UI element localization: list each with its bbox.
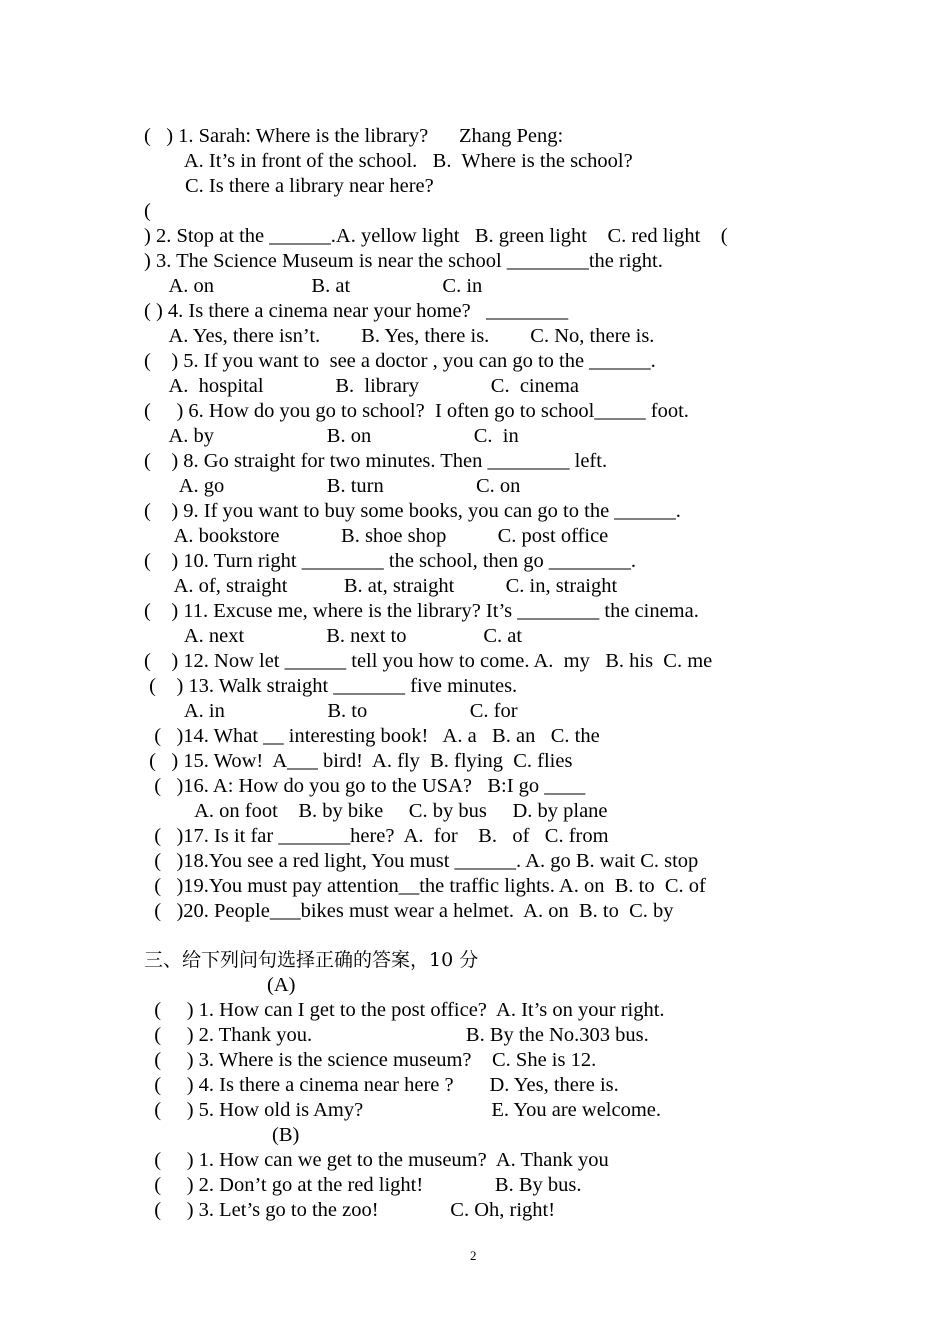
question-line: ( )16. A: How do you go to the USA? B:I go ____ — [144, 775, 586, 797]
matching-line: ( ) 5. How old is Amy? E. You are welcome. — [144, 1099, 662, 1121]
matching-line: ( ) 2. Thank you. B. By the No.303 bus. — [144, 1024, 649, 1046]
matching-line: ( ) 3. Where is the science museum? C. She is 12. — [144, 1049, 597, 1071]
question-line: ( )18.You see a red light, You must ______. A. go B. wait C. stop — [144, 850, 699, 872]
part-a-label: (A) — [267, 974, 296, 996]
question-line: A. on B. at C. in — [144, 275, 483, 297]
section-heading: 三、给下列问句选择正确的答案，10 分 — [144, 949, 479, 971]
question-line: A. next B. next to C. at — [144, 625, 523, 647]
question-line: ( ) 10. Turn right ________ the school, then go ________. — [144, 550, 636, 572]
question-line: A. on foot B. by bike C. by bus D. by plane — [144, 800, 608, 822]
question-line: A. go B. turn C. on — [144, 475, 521, 497]
question-line: A. in B. to C. for — [144, 700, 518, 722]
question-line: A. hospital B. library C. cinema — [144, 375, 580, 397]
question-line: ( )19.You must pay attention__the traffic lights. A. on B. to C. of — [144, 875, 706, 897]
matching-line: ( ) 4. Is there a cinema near here ? D. Yes, there is. — [144, 1074, 619, 1096]
question-line: A. by B. on C. in — [144, 425, 519, 447]
question-line: ( ) 6. How do you go to school? I often go to school_____ foot. — [144, 400, 689, 422]
question-line: A. It’s in front of the school. B. Where is the school? — [144, 150, 633, 172]
question-line: ( ) 12. Now let ______ tell you how to come. A. my B. his C. me — [144, 650, 713, 672]
question-line: ( )20. People___bikes must wear a helmet. A. on B. to C. by — [144, 900, 674, 922]
question-line: ( ) 5. If you want to see a doctor , you can go to the ______. — [144, 350, 656, 372]
question-line: ( ) 4. Is there a cinema near your home? ________ — [144, 300, 569, 322]
question-line: C. Is there a library near here? — [144, 175, 434, 197]
matching-line: ( ) 1. How can I get to the post office? A. It’s on your right. — [144, 999, 665, 1021]
question-line: ( ) 8. Go straight for two minutes. Then ________ left. — [144, 450, 608, 472]
matching-line: ( ) 2. Don’t go at the red light! B. By bus. — [144, 1174, 582, 1196]
question-line: ) 3. The Science Museum is near the school ________the right. — [144, 250, 663, 272]
matching-line: ( ) 1. How can we get to the museum? A. Thank you — [144, 1149, 609, 1171]
question-line: A. bookstore B. shoe shop C. post office — [144, 525, 609, 547]
question-line: ( ) 15. Wow! A___ bird! A. fly B. flying C. flies — [144, 750, 573, 772]
question-line: ) 2. Stop at the ______.A. yellow light B. green light C. red light ( — [144, 225, 728, 247]
question-line: ( ) 11. Excuse me, where is the library? It’s ________ the cinema. — [144, 600, 699, 622]
question-line: ( )17. Is it far _______here? A. for B. of C. from — [144, 825, 609, 847]
question-line: ( )14. What __ interesting book! A. a B. an C. the — [144, 725, 600, 747]
question-line: ( ) 1. Sarah: Where is the library? Zhang Peng: — [144, 125, 564, 147]
question-line: ( ) 9. If you want to buy some books, you can go to the ______. — [144, 500, 681, 522]
question-line: ( ) 13. Walk straight _______ five minutes. — [144, 675, 518, 697]
page-number: 2 — [470, 1248, 477, 1263]
question-line: A. Yes, there isn’t. B. Yes, there is. C. No, there is. — [144, 325, 655, 347]
matching-line: ( ) 3. Let’s go to the zoo! C. Oh, right! — [144, 1199, 556, 1221]
question-line: A. of, straight B. at, straight C. in, straight — [144, 575, 618, 597]
part-b-label: (B) — [272, 1124, 300, 1146]
question-line: ( — [144, 200, 151, 222]
